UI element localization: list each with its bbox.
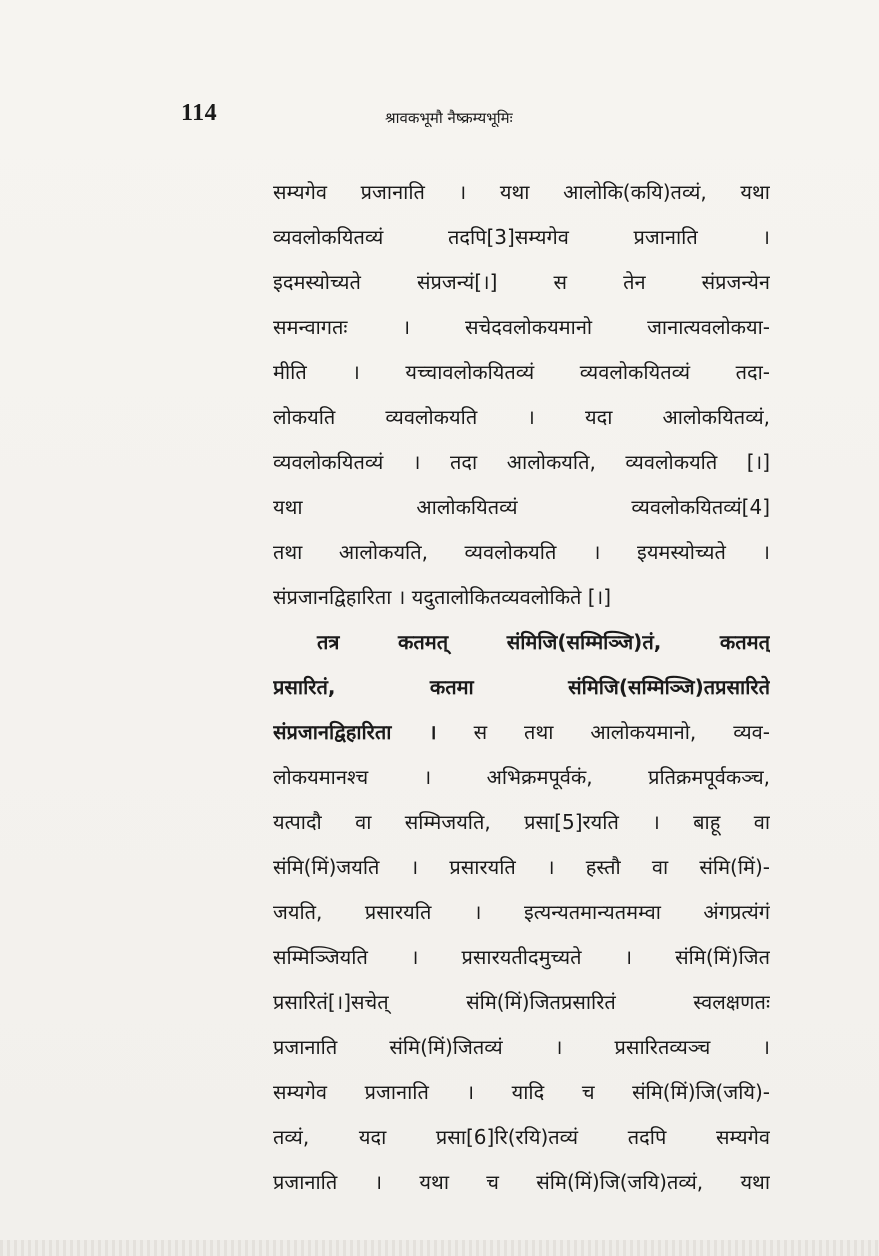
- text-line: संमि(मिं)जयति । प्रसारयति । हस्तौ वा संमि(मिं)-: [273, 855, 770, 879]
- text-line: प्रजानाति संमि(मिं)जितव्यं । प्रसारितव्यञ्च ।: [273, 1035, 770, 1059]
- text-line: सम्यगेव प्रजानाति । यथा आलोकि(कयि)तव्यं, यथा: [273, 180, 770, 204]
- text-line: सम्यगेव प्रजानाति । यादि च संमि(मिं)जि(जयि)-: [273, 1080, 770, 1104]
- page-number: 114: [181, 100, 218, 126]
- text-line: सम्मिञ्जियति । प्रसारयतीदमुच्यते । संमि(मिं)जित: [273, 945, 770, 969]
- text-line: जयति, प्रसारयति । इत्यन्यतमान्यतमम्वा अंगप्रत्यंगं: [273, 900, 770, 924]
- text-line: तव्यं, यदा प्रसा[6]रि(रयि)तव्यं तदपि सम्यगेव: [273, 1125, 770, 1149]
- text-line: समन्वागतः । सचेदवलोकयमानो जानात्यवलोकया-: [273, 315, 770, 339]
- text-line: मीति । यच्चावलोकयितव्यं व्यवलोकयितव्यं तदा-: [273, 360, 770, 384]
- text-line: लोकयमानश्च । अभिक्रमपूर्वकं, प्रतिक्रमपूर्वकञ्च,: [273, 765, 770, 789]
- text-line: लोकयति व्यवलोकयति । यदा आलोकयितव्यं,: [273, 405, 770, 429]
- section-heading-fragment: संप्रजानद्विहारिता ।: [273, 720, 437, 744]
- running-title: श्रावकभूमौ नैष्क्रम्यभूमिः: [385, 109, 513, 127]
- text-line: प्रजानाति । यथा च संमि(मिं)जि(जयि)तव्यं, यथा: [273, 1170, 770, 1194]
- text-line: तथा आलोकयति, व्यवलोकयति । इयमस्योच्यते ।: [273, 540, 770, 564]
- text-line: संप्रजानद्विहारिता । यदुतालोकितव्यवलोकिते [।]: [273, 585, 611, 609]
- text-line: यथा आलोकयितव्यं व्यवलोकयितव्यं[4]: [273, 495, 770, 519]
- text-fragment: स तथा आलोकयमानो, व्यव-: [473, 720, 770, 744]
- text-line: प्रसारितं[।]सचेत् संमि(मिं)जितप्रसारितं स्वलक्षणतः: [273, 990, 770, 1014]
- text-line: व्यवलोकयितव्यं । तदा आलोकयति, व्यवलोकयति [।]: [273, 450, 770, 474]
- section-heading-line: प्रसारितं, कतमा संमिजि(सम्मिञ्जि)तप्रसारिते: [273, 675, 770, 699]
- body-text: [273, 170, 770, 1205]
- text-line: व्यवलोकयितव्यं तदपि[3]सम्यगेव प्रजानाति ।: [273, 225, 770, 249]
- text-line-mixed: [273, 710, 770, 755]
- scan-bottom-edge: [0, 1240, 879, 1256]
- section-heading-line: तत्र कतमत् संमिजि(सम्मिञ्जि)तं, कतमत्: [317, 630, 770, 654]
- text-line: इदमस्योच्यते संप्रजन्यं[।] स तेन संप्रजन्येन: [273, 270, 770, 294]
- text-line: यत्पादौ वा सम्मिजयति, प्रसा[5]रयति । बाहू वा: [273, 810, 770, 834]
